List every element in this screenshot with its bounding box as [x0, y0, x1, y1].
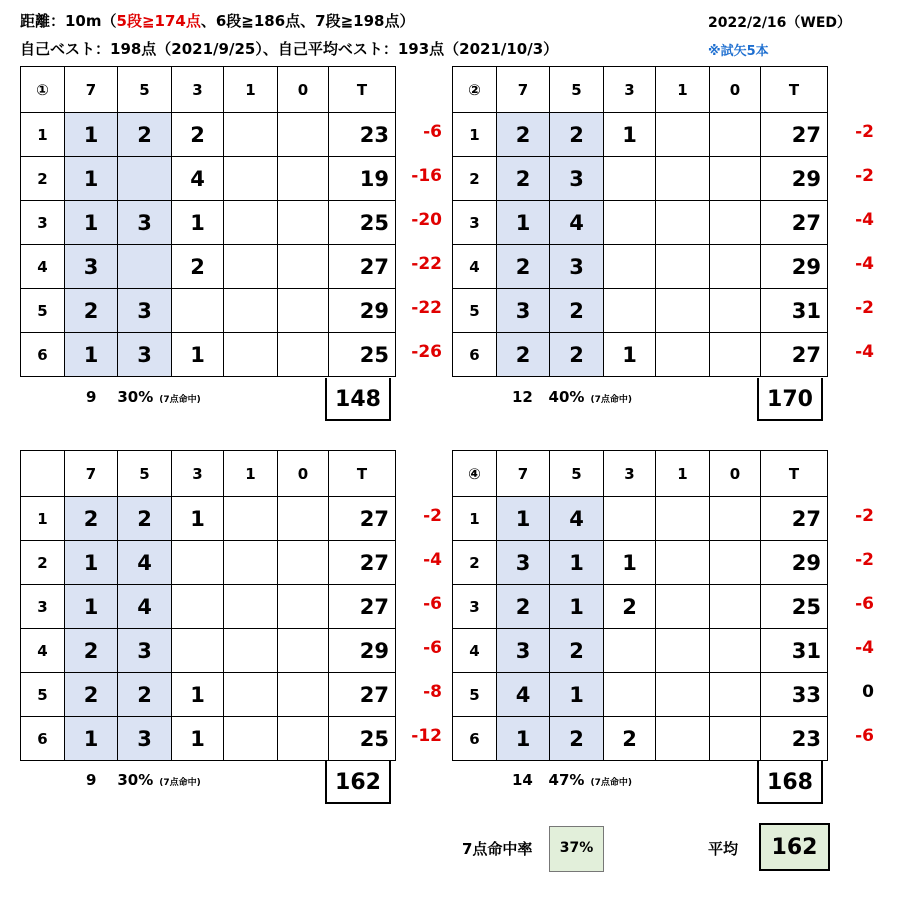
count-cell [656, 333, 710, 377]
end-total: 25 [329, 333, 396, 377]
end-total: 33 [761, 673, 828, 717]
count-cell [656, 541, 710, 585]
count-cell [278, 541, 329, 585]
hit-summary [512, 388, 632, 406]
count-cell [604, 289, 656, 333]
round-label: ② [453, 67, 497, 113]
end-diff: -4 [855, 342, 874, 362]
count-cell: 3 [497, 541, 550, 585]
count-cell [710, 673, 761, 717]
count-cell [224, 245, 278, 289]
count-cell [604, 201, 656, 245]
col-header: 0 [278, 67, 329, 113]
count-cell: 3 [550, 157, 604, 201]
count-cell [710, 585, 761, 629]
count-cell: 1 [550, 541, 604, 585]
end-diff: -12 [411, 726, 442, 746]
hit-rate: 30% [117, 771, 154, 789]
count-cell: 2 [118, 497, 172, 541]
end-number: 1 [21, 497, 65, 541]
end-number: 2 [21, 541, 65, 585]
end-total: 27 [329, 497, 396, 541]
count-cell: 4 [118, 585, 172, 629]
end-diff: -2 [855, 122, 874, 142]
count-cell [604, 629, 656, 673]
end-number: 4 [453, 629, 497, 673]
col-header: 1 [224, 451, 278, 497]
end-total: 27 [761, 497, 828, 541]
count-cell [278, 673, 329, 717]
end-total: 23 [329, 113, 396, 157]
count-cell [224, 113, 278, 157]
count-cell: 1 [65, 157, 118, 201]
count-cell: 3 [550, 245, 604, 289]
col-header: T [329, 67, 396, 113]
count-cell: 2 [172, 113, 224, 157]
end-total: 25 [761, 585, 828, 629]
end-total: 29 [761, 245, 828, 289]
end-number: 4 [21, 629, 65, 673]
average-label: 平均 [708, 840, 739, 858]
col-header: 3 [604, 67, 656, 113]
col-header: 5 [550, 67, 604, 113]
end-total: 25 [329, 201, 396, 245]
count-cell: 1 [604, 333, 656, 377]
count-cell: 1 [497, 717, 550, 761]
hit-count: 9 [86, 771, 97, 789]
end-total: 27 [761, 201, 828, 245]
col-header: T [761, 451, 828, 497]
end-diff: -2 [855, 506, 874, 526]
col-header: 1 [656, 67, 710, 113]
hit-summary [86, 771, 201, 789]
count-cell: 1 [604, 541, 656, 585]
end-diff: -2 [423, 506, 442, 526]
count-cell: 2 [497, 157, 550, 201]
end-total: 23 [761, 717, 828, 761]
count-cell [656, 245, 710, 289]
end-total: 31 [761, 629, 828, 673]
count-cell [172, 289, 224, 333]
end-total: 25 [329, 717, 396, 761]
count-cell [604, 673, 656, 717]
count-cell: 2 [550, 717, 604, 761]
count-cell: 1 [172, 673, 224, 717]
col-header: 3 [172, 451, 224, 497]
count-cell [224, 541, 278, 585]
count-cell [172, 629, 224, 673]
col-header: T [761, 67, 828, 113]
col-header: 5 [118, 67, 172, 113]
col-header: 1 [656, 451, 710, 497]
dan5-requirement: 5段≧174点 [116, 12, 201, 30]
count-cell: 2 [497, 585, 550, 629]
hit-rate-note: (7点命中) [159, 778, 201, 788]
end-number: 1 [453, 113, 497, 157]
seven-point-rate-value: 37% [549, 826, 604, 872]
count-cell: 3 [118, 629, 172, 673]
end-number: 3 [453, 201, 497, 245]
count-cell [278, 201, 329, 245]
practice-arrows-note: ※試矢5本 [708, 44, 769, 59]
col-header: 0 [278, 451, 329, 497]
score-table-3 [20, 450, 396, 761]
end-diff: -6 [855, 594, 874, 614]
count-cell [224, 673, 278, 717]
end-number: 3 [453, 585, 497, 629]
count-cell [710, 717, 761, 761]
count-cell: 3 [65, 245, 118, 289]
end-number: 1 [453, 497, 497, 541]
col-header: 1 [224, 67, 278, 113]
count-cell [172, 585, 224, 629]
end-number: 5 [453, 289, 497, 333]
end-total: 19 [329, 157, 396, 201]
end-number: 2 [21, 157, 65, 201]
count-cell: 3 [497, 629, 550, 673]
count-cell: 1 [65, 541, 118, 585]
count-cell [656, 673, 710, 717]
count-cell [278, 717, 329, 761]
round-label: ④ [453, 451, 497, 497]
count-cell [278, 497, 329, 541]
count-cell: 1 [172, 333, 224, 377]
count-cell: 2 [550, 289, 604, 333]
end-diff: -4 [423, 550, 442, 570]
end-number: 1 [21, 113, 65, 157]
end-diff: -4 [855, 210, 874, 230]
col-header: 3 [172, 67, 224, 113]
end-number: 2 [453, 157, 497, 201]
count-cell [224, 201, 278, 245]
count-cell [224, 289, 278, 333]
col-header: 7 [497, 67, 550, 113]
count-cell [224, 157, 278, 201]
count-cell [656, 113, 710, 157]
end-number: 2 [453, 541, 497, 585]
count-cell [656, 289, 710, 333]
col-header: 7 [65, 67, 118, 113]
count-cell [710, 333, 761, 377]
round-label [21, 451, 65, 497]
count-cell [278, 333, 329, 377]
count-cell: 1 [550, 673, 604, 717]
col-header: 5 [118, 451, 172, 497]
count-cell [172, 541, 224, 585]
score-table-2 [452, 66, 828, 377]
end-total: 31 [761, 289, 828, 333]
count-cell [604, 245, 656, 289]
score-table-1 [20, 66, 396, 377]
end-diff: -6 [423, 122, 442, 142]
count-cell: 2 [118, 673, 172, 717]
count-cell: 1 [604, 113, 656, 157]
count-cell: 1 [65, 333, 118, 377]
count-cell [710, 201, 761, 245]
count-cell [118, 245, 172, 289]
count-cell [710, 289, 761, 333]
col-header: T [329, 451, 396, 497]
count-cell: 1 [65, 113, 118, 157]
hit-rate: 40% [548, 388, 585, 406]
end-diff: -2 [855, 298, 874, 318]
hit-count: 12 [512, 388, 533, 406]
count-cell: 1 [172, 717, 224, 761]
end-diff: -22 [411, 254, 442, 274]
end-number: 5 [453, 673, 497, 717]
count-cell: 2 [604, 585, 656, 629]
count-cell: 3 [118, 289, 172, 333]
count-cell: 2 [118, 113, 172, 157]
hit-rate-note: (7点命中) [590, 778, 632, 788]
count-cell [710, 245, 761, 289]
hit-count: 14 [512, 771, 533, 789]
personal-best-line: 自己ベスト：198点（2021/9/25）、自己平均ベスト：193点（2021/10/3） [20, 40, 559, 58]
table-sum: 168 [757, 761, 823, 804]
count-cell [656, 717, 710, 761]
end-diff: -26 [411, 342, 442, 362]
count-cell [224, 333, 278, 377]
end-diff: -16 [411, 166, 442, 186]
end-diff: -6 [423, 638, 442, 658]
end-diff: -4 [855, 638, 874, 658]
count-cell: 2 [65, 497, 118, 541]
end-number: 4 [453, 245, 497, 289]
count-cell: 4 [497, 673, 550, 717]
count-cell [710, 541, 761, 585]
end-total: 29 [329, 629, 396, 673]
end-total: 27 [329, 585, 396, 629]
count-cell [656, 157, 710, 201]
count-cell: 2 [550, 113, 604, 157]
end-diff: -6 [423, 594, 442, 614]
count-cell [604, 497, 656, 541]
count-cell [656, 629, 710, 673]
end-number: 6 [21, 333, 65, 377]
count-cell [710, 497, 761, 541]
hit-rate-note: (7点命中) [159, 395, 201, 405]
end-diff: 0 [862, 682, 874, 702]
distance-suffix: 、6段≧186点、7段≧198点） [200, 12, 415, 30]
count-cell [710, 629, 761, 673]
end-diff: -22 [411, 298, 442, 318]
end-number: 3 [21, 201, 65, 245]
count-cell [656, 497, 710, 541]
end-total: 27 [329, 673, 396, 717]
count-cell: 2 [604, 717, 656, 761]
count-cell [604, 157, 656, 201]
count-cell: 2 [65, 289, 118, 333]
count-cell: 2 [65, 673, 118, 717]
count-cell [278, 245, 329, 289]
session-date: 2022/2/16（WED） [708, 15, 852, 31]
hit-rate-note: (7点命中) [590, 395, 632, 405]
end-diff: -20 [411, 210, 442, 230]
count-cell: 2 [65, 629, 118, 673]
count-cell: 2 [497, 113, 550, 157]
count-cell: 4 [550, 201, 604, 245]
count-cell [278, 157, 329, 201]
count-cell: 2 [497, 245, 550, 289]
end-total: 27 [761, 113, 828, 157]
count-cell [278, 289, 329, 333]
count-cell: 4 [172, 157, 224, 201]
hit-summary [86, 388, 201, 406]
count-cell: 3 [118, 333, 172, 377]
end-diff: -2 [855, 550, 874, 570]
hit-count: 9 [86, 388, 97, 406]
end-number: 6 [453, 717, 497, 761]
hit-summary [512, 771, 632, 789]
average-value: 162 [759, 823, 830, 871]
col-header: 5 [550, 451, 604, 497]
score-table-4 [452, 450, 828, 761]
seven-point-rate-label: 7点命中率 [462, 840, 533, 858]
count-cell: 2 [172, 245, 224, 289]
count-cell [278, 113, 329, 157]
end-total: 27 [329, 245, 396, 289]
count-cell [278, 585, 329, 629]
distance-line [20, 10, 414, 31]
count-cell: 2 [550, 629, 604, 673]
count-cell [656, 201, 710, 245]
end-number: 3 [21, 585, 65, 629]
count-cell: 4 [550, 497, 604, 541]
end-number: 6 [453, 333, 497, 377]
end-number: 5 [21, 673, 65, 717]
count-cell [224, 717, 278, 761]
col-header: 0 [710, 67, 761, 113]
table-sum: 162 [325, 761, 391, 804]
count-cell: 3 [118, 717, 172, 761]
count-cell: 1 [172, 497, 224, 541]
end-total: 29 [329, 289, 396, 333]
col-header: 0 [710, 451, 761, 497]
count-cell [656, 585, 710, 629]
count-cell: 1 [497, 497, 550, 541]
count-cell: 1 [497, 201, 550, 245]
count-cell: 4 [118, 541, 172, 585]
col-header: 3 [604, 451, 656, 497]
hit-rate: 47% [548, 771, 585, 789]
end-number: 6 [21, 717, 65, 761]
end-number: 5 [21, 289, 65, 333]
end-diff: -8 [423, 682, 442, 702]
count-cell: 2 [550, 333, 604, 377]
count-cell [224, 629, 278, 673]
count-cell [224, 497, 278, 541]
end-diff: -6 [855, 726, 874, 746]
end-total: 29 [761, 157, 828, 201]
count-cell [118, 157, 172, 201]
count-cell: 2 [497, 333, 550, 377]
count-cell: 3 [118, 201, 172, 245]
count-cell [224, 585, 278, 629]
end-total: 27 [761, 333, 828, 377]
distance-prefix: 距離：10m（ [20, 12, 117, 30]
table-sum: 148 [325, 378, 391, 421]
end-diff: -4 [855, 254, 874, 274]
hit-rate: 30% [117, 388, 154, 406]
col-header: 7 [65, 451, 118, 497]
count-cell [710, 157, 761, 201]
count-cell: 1 [172, 201, 224, 245]
count-cell: 1 [65, 585, 118, 629]
count-cell: 3 [497, 289, 550, 333]
count-cell: 1 [65, 717, 118, 761]
count-cell: 1 [65, 201, 118, 245]
end-diff: -2 [855, 166, 874, 186]
end-total: 27 [329, 541, 396, 585]
col-header: 7 [497, 451, 550, 497]
end-number: 4 [21, 245, 65, 289]
end-total: 29 [761, 541, 828, 585]
count-cell [278, 629, 329, 673]
table-sum: 170 [757, 378, 823, 421]
round-label: ① [21, 67, 65, 113]
count-cell [710, 113, 761, 157]
count-cell: 1 [550, 585, 604, 629]
